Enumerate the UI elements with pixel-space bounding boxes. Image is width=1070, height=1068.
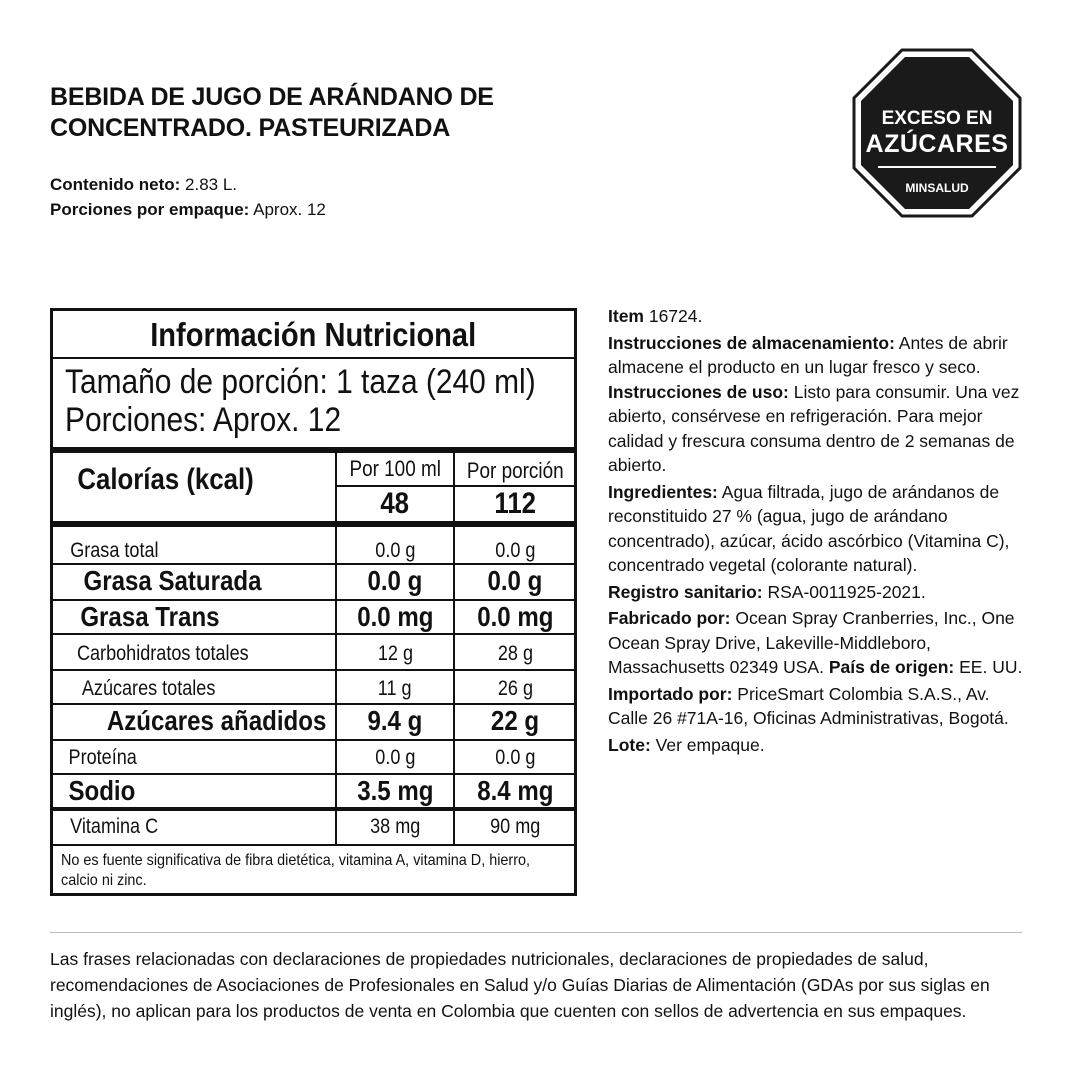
nutrient-value-portion — [455, 565, 575, 597]
nutrient-value-portion — [455, 775, 575, 807]
divider — [53, 844, 574, 846]
manufacturer-label: Fabricado por: — [608, 608, 731, 628]
nutrient-label-text: Azúcares añadidos — [106, 705, 327, 736]
nutrient-label-vitamin-c — [63, 815, 165, 839]
storage-label: Instrucciones de almacenamiento: — [608, 332, 895, 353]
importer — [608, 682, 1028, 731]
net-content-value: 2.83 L. — [180, 175, 238, 194]
importer-value: PriceSmart Colombia S.A.S., Av. Calle 26 #71A-16, Oficinas Administrativas, Bogotá. — [608, 683, 1009, 728]
nutrient-value-text: 22 g — [490, 705, 540, 736]
header-per-portion-text: Por porción — [466, 458, 564, 483]
registry-label: Registro sanitario: — [608, 581, 763, 602]
nutrition-footnote-text: No es fuente significativa de fibra dietética, vitamina A, vitamina D, hierro, calcio ni zinc. — [61, 852, 531, 889]
calories-per-100ml-text: 48 — [380, 487, 410, 520]
nutrient-value-text: 28 g — [497, 642, 533, 665]
nutrient-value-portion — [455, 746, 575, 770]
nutrient-value-text: 0.0 g — [487, 565, 543, 596]
nutrient-value-100ml — [337, 775, 453, 807]
nutrient-value-text: 3.5 mg — [356, 775, 434, 806]
nutrient-value-portion — [455, 642, 575, 666]
nutrient-value-portion — [455, 539, 575, 563]
nutrient-value-text: 38 mg — [369, 815, 421, 838]
portions-value: Aprox. 12 — [249, 200, 326, 219]
manufacturer-value: Ocean Spray Cranberries, Inc., One Ocean Spray Drive, Lakeville-Middleboro, Massachusetts 02349 USA. — [608, 608, 1015, 677]
manufacturer — [608, 606, 1028, 680]
nutrient-value-portion — [455, 677, 575, 701]
product-title — [50, 82, 610, 144]
registry-value: RSA-0011925-2021. — [762, 581, 926, 602]
nutrient-value-text: 0.0 g — [494, 746, 536, 769]
nutrient-value-text: 12 g — [377, 642, 413, 665]
nutrient-label-protein — [63, 746, 142, 770]
nutrient-value-100ml — [337, 705, 453, 737]
nutrient-value-100ml — [337, 601, 453, 633]
nutrient-value-text: 90 mg — [489, 815, 541, 838]
nutrient-value-text: 26 g — [497, 677, 533, 700]
origin-label: País de origen: — [828, 657, 955, 677]
serving-size — [65, 363, 600, 401]
nutrient-value-portion — [455, 601, 575, 633]
seal-line2: AZÚCARES — [865, 130, 1009, 158]
nutrient-label-text: Vitamina C — [70, 815, 159, 838]
ingredients — [608, 480, 1028, 578]
divider-thick — [53, 447, 574, 453]
nutrient-value-portion — [455, 815, 575, 839]
nutrient-value-text: 0.0 g — [374, 539, 416, 562]
net-content — [50, 172, 326, 197]
calories-per-100ml — [337, 487, 453, 521]
nutrient-label-added-sugars — [89, 705, 344, 737]
header-per-100ml-text: Por 100 ml — [349, 456, 441, 481]
section-divider — [50, 932, 1022, 933]
item-number — [608, 304, 1028, 329]
product-title-line1: BEBIDA DE JUGO DE ARÁNDANO DE — [50, 83, 494, 111]
nutrient-value-text: 0.0 mg — [356, 601, 434, 632]
nutrient-value-100ml — [337, 677, 453, 701]
lot-value: Ver empaque. — [650, 734, 765, 755]
nutrient-label-text: Azúcares totales — [81, 677, 216, 700]
item-label: Item — [608, 306, 644, 326]
calories-label-text: Calorías (kcal) — [77, 463, 254, 496]
product-meta — [50, 172, 326, 222]
nutrient-label-text: Grasa Saturada — [83, 565, 262, 596]
nutrient-value-text: 0.0 g — [374, 746, 416, 769]
nutrition-footnote — [61, 851, 571, 891]
net-content-label: Contenido neto: — [50, 175, 181, 194]
ingredients-label: Ingredientes: — [608, 481, 718, 502]
nutrient-value-text: 0.0 g — [367, 565, 423, 596]
storage-value: Antes de abrir almacene el producto en un lugar fresco y seco. — [608, 332, 1008, 377]
calories-label — [63, 463, 268, 497]
origin-value: EE. UU. — [954, 657, 1023, 677]
nutrient-label-saturated-fat — [69, 565, 276, 597]
divider-thick — [53, 807, 574, 811]
ingredients-value: Agua filtrada, jugo de arándanos de reconstituido 27 % (agua, jugo de arándano concentrado), azúcar, ácido ascórbico (Vitamina C), concentrado vegetal (colorante natural). — [608, 481, 1010, 575]
seal-authority: MINSALUD — [905, 181, 969, 195]
header-per-100ml — [337, 456, 453, 482]
lot — [608, 733, 1028, 758]
nutrition-facts-table — [50, 308, 577, 896]
nutrient-label-carbohydrates — [63, 642, 263, 666]
nutrient-label-sodium — [63, 775, 141, 807]
nutrient-label-text: Proteína — [68, 746, 137, 769]
nutrient-label-total-fat — [63, 539, 166, 563]
nutrient-label-text: Grasa Trans — [80, 601, 220, 632]
calories-per-portion — [455, 487, 575, 521]
nutrient-label-total-sugars — [71, 677, 226, 701]
product-title-line2: CONCENTRADO. PASTEURIZADA — [50, 114, 451, 142]
divider — [53, 739, 574, 741]
nutrient-value-100ml — [337, 642, 453, 666]
serving-size-text: Tamaño de porción: 1 taza (240 ml) — [65, 363, 536, 401]
sanitary-registry — [608, 580, 1028, 605]
portions-per-package — [50, 197, 326, 222]
nutrient-label-text: Carbohidratos totales — [76, 642, 249, 665]
divider — [53, 633, 574, 635]
divider-thick — [53, 521, 574, 527]
nutrient-label-text: Grasa total — [70, 539, 159, 562]
warning-seal — [852, 48, 1022, 218]
servings-count-text: Porciones: Aprox. 12 — [65, 401, 342, 439]
nutrient-value-text: 0.0 mg — [476, 601, 554, 632]
nutrient-value-text: 11 g — [378, 677, 412, 700]
seal-line1: EXCESO EN — [881, 108, 993, 129]
divider — [53, 669, 574, 671]
legal-disclaimer: Las frases relacionadas con declaraciones de propiedades nutricionales, declaraciones de propiedades de salud, recomendaciones de Asociaciones de Profesionales en Salud y/o Guías Diarias de Alimentación (GDAs por sus siglas en inglés), no aplican para los productos de venta en Colombia que cuenten con sellos de advertencia en sus empaques. — [50, 949, 990, 1021]
nutrient-value-text: 8.4 mg — [476, 775, 554, 806]
nutrient-value-100ml — [337, 539, 453, 563]
calories-per-portion-text: 112 — [494, 487, 536, 520]
nutrient-value-text: 0.0 g — [494, 539, 536, 562]
servings-count — [65, 401, 600, 439]
use-value: Listo para consumir. Una vez abierto, consérvese en refrigeración. Para mejor calidad y frescura consuma dentro de 2 semanas de abierto. — [608, 381, 1020, 475]
item-value: 16724. — [643, 306, 703, 326]
nutrient-value-100ml — [337, 815, 453, 839]
nutrient-value-100ml — [337, 565, 453, 597]
nutrient-value-100ml — [337, 746, 453, 770]
nutrient-label-trans-fat — [69, 601, 231, 633]
nutrition-title-text: Información Nutricional — [150, 316, 477, 353]
portions-label: Porciones por empaque: — [50, 200, 250, 219]
importer-label: Importado por: — [608, 683, 733, 704]
nutrient-value-portion — [455, 705, 575, 737]
nutrient-value-text: 9.4 g — [367, 705, 423, 736]
nutrition-title — [53, 311, 574, 359]
lot-label: Lote: — [608, 734, 651, 755]
header-per-portion — [455, 458, 575, 484]
serving-info — [65, 363, 600, 439]
product-info — [608, 304, 1028, 759]
use-label: Instrucciones de uso: — [608, 381, 789, 402]
storage-and-use-instructions — [608, 331, 1028, 478]
nutrient-label-text: Sodio — [68, 775, 136, 806]
